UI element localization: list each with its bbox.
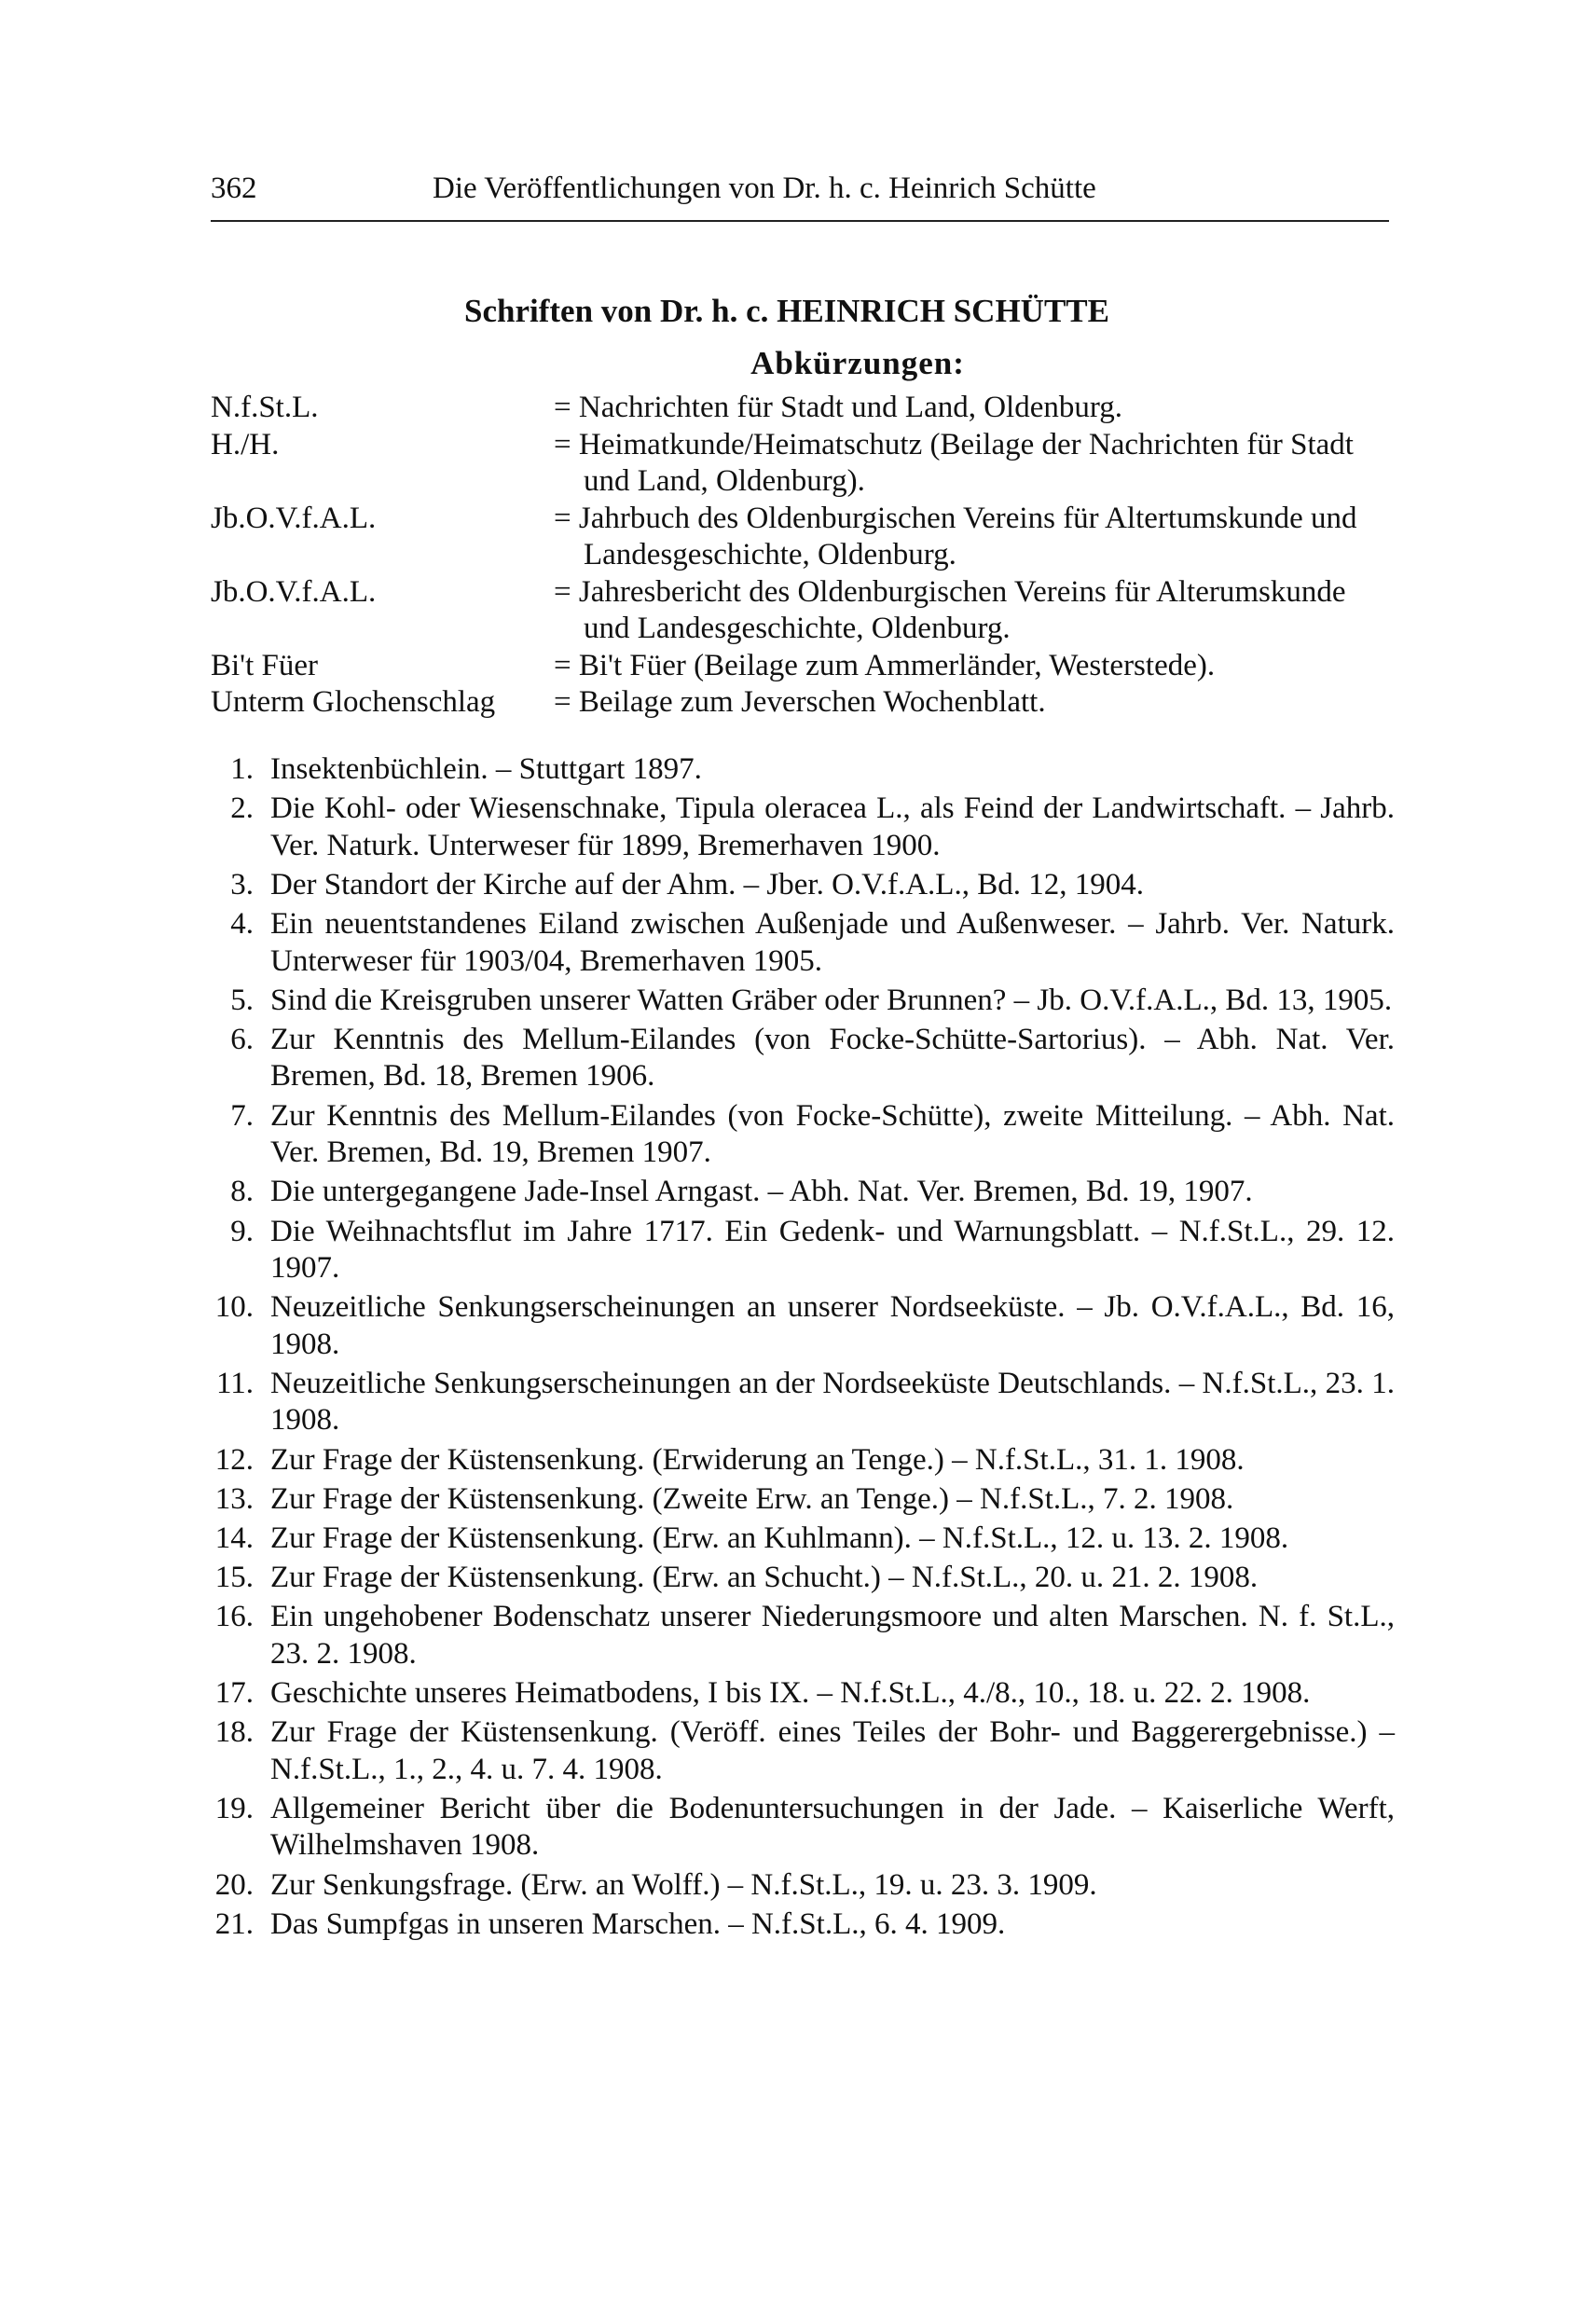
publication-entry	[211, 1289, 1395, 1363]
publication-text: Geschichte unseres Heimatbodens, I bis IX. – N.f.St.L., 4./8., 10., 18. u. 22. 2. 1908.	[270, 1676, 1311, 1710]
header-rule	[211, 220, 1389, 222]
abbreviation-definition: = Heimatkunde/Heimatschutz (Beilage der Nachrichten für Stadt und Land, Oldenburg).	[554, 427, 1354, 498]
publication-entry	[211, 1560, 1395, 1597]
publication-number: 10.	[214, 1290, 254, 1325]
publication-entry	[211, 1791, 1395, 1865]
abbreviation-key: Unterm Glochenschlag	[211, 685, 496, 719]
abbreviations-list	[211, 390, 1395, 722]
running-title: Die Veröffentlichungen von Dr. h. c. Heinrich Schütte	[433, 172, 1096, 205]
publication-entry	[211, 983, 1395, 1020]
publication-text: Zur Frage der Küstensenkung. (Erwiderung an Tenge.) – N.f.St.L., 31. 1. 1908.	[270, 1442, 1245, 1477]
abbreviation-entry	[211, 684, 1395, 722]
publication-entry	[211, 751, 1395, 789]
publication-entry	[211, 1867, 1395, 1905]
publication-number: 13.	[214, 1481, 254, 1516]
abbreviation-entry	[211, 574, 1395, 648]
abbreviation-key: Bi't Füer	[211, 648, 319, 682]
publication-text: Neuzeitliche Senkungserscheinungen an unserer Nordseeküste. – Jb. O.V.f.A.L., Bd. 16, 1908.	[270, 1290, 1395, 1361]
publication-text: Zur Senkungsfrage. (Erw. an Wolff.) – N.f.St.L., 19. u. 23. 3. 1909.	[270, 1867, 1097, 1902]
publication-text: Ein neuentstandenes Eiland zwischen Außenjade und Außenweser. – Jahrb. Ver. Naturk. Unterweser für 1903/04, Bremerhaven 1905.	[270, 907, 1395, 978]
abbreviation-definition: = Beilage zum Jeverschen Wochenblatt.	[554, 685, 1046, 719]
publication-number: 20.	[214, 1867, 254, 1902]
publication-number: 18.	[214, 1715, 254, 1750]
abbreviation-entry	[211, 648, 1395, 685]
publication-text: Zur Frage der Küstensenkung. (Veröff. eines Teiles der Bohr- und Baggerergebnisse.) – N.f.St.L., 1., 2., 4. u. 7. 4. 1908.	[270, 1715, 1395, 1786]
publication-text: Der Standort der Kirche auf der Ahm. – Jber. O.V.f.A.L., Bd. 12, 1904.	[270, 867, 1144, 901]
publication-entry	[211, 1521, 1395, 1558]
publication-number: 7.	[230, 1098, 254, 1133]
publication-number: 3.	[230, 867, 254, 901]
abbreviation-key: Jb.O.V.f.A.L.	[211, 574, 377, 609]
publication-number: 16.	[214, 1600, 254, 1634]
abbreviation-key: H./H.	[211, 427, 280, 461]
publication-number: 21.	[214, 1906, 254, 1941]
publication-text: Insektenbüchlein. – Stuttgart 1897.	[270, 752, 702, 786]
publication-number: 4.	[230, 907, 254, 942]
publication-entry	[211, 1442, 1395, 1479]
section-title-text: Schriften von Dr. h. c. HEINRICH SCHÜTTE	[464, 293, 1109, 329]
publication-entry	[211, 1098, 1395, 1172]
publication-text: Zur Frage der Küstensenkung. (Erw. an Kuhlmann). – N.f.St.L., 12. u. 13. 2. 1908.	[270, 1521, 1289, 1555]
publication-number: 11.	[215, 1366, 254, 1400]
abbreviation-entry	[211, 427, 1395, 501]
publication-text: Das Sumpfgas in unseren Marschen. – N.f.St.L., 6. 4. 1909.	[270, 1906, 1006, 1941]
abbreviation-definition: = Bi't Füer (Beilage zum Ammerländer, Westerstede).	[554, 648, 1216, 682]
publication-number: 14.	[214, 1521, 254, 1555]
publication-entry	[211, 1174, 1395, 1211]
abbreviation-definition: = Jahrbuch des Oldenburgischen Vereins für Altertumskunde und Landesgeschichte, Oldenburg.	[554, 501, 1357, 571]
publication-text: Allgemeiner Bericht über die Bodenuntersuchungen in der Jade. – Kaiserliche Werft, Wilhelmshaven 1908.	[270, 1791, 1395, 1863]
publication-number: 17.	[214, 1676, 254, 1710]
section-title	[211, 289, 1389, 334]
abbreviation-definition: = Jahresbericht des Oldenburgischen Vereins für Alterumskunde und Landesgeschichte, Oldenburg.	[554, 574, 1346, 645]
publication-text: Die Weihnachtsflut im Jahre 1717. Ein Gedenk- und Warnungsblatt. – N.f.St.L., 29. 12. 1907.	[270, 1214, 1395, 1285]
publication-text: Zur Kenntnis des Mellum-Eilandes (von Focke-Schütte-Sartorius). – Abh. Nat. Ver. Bremen, Bd. 18, Bremen 1906.	[270, 1022, 1395, 1094]
publication-number: 15.	[214, 1561, 254, 1595]
publication-text: Ein ungehobener Bodenschatz unserer Niederungsmoore und alten Marschen. N. f. St.L., 23. 2. 1908.	[270, 1600, 1395, 1671]
publication-entry	[211, 791, 1395, 864]
publication-text: Zur Frage der Küstensenkung. (Zweite Erw. an Tenge.) – N.f.St.L., 7. 2. 1908.	[270, 1481, 1234, 1516]
publication-text: Die Kohl- oder Wiesenschnake, Tipula oleracea L., als Feind der Landwirtschaft. – Jahrb. Ver. Naturk. Unterweser für 1899, Bremerhaven 1900.	[270, 791, 1395, 862]
publication-entry	[211, 1481, 1395, 1519]
publication-number: 8.	[230, 1175, 254, 1209]
running-head	[211, 166, 1389, 211]
publication-number: 19.	[214, 1791, 254, 1825]
publications-list	[211, 751, 1395, 1946]
abbreviation-key: N.f.St.L.	[211, 391, 319, 424]
publication-number: 12.	[214, 1442, 254, 1477]
publication-entry	[211, 1675, 1395, 1713]
publication-number: 5.	[230, 983, 254, 1017]
publication-number: 2.	[230, 791, 254, 826]
publication-entry	[211, 1214, 1395, 1287]
abbreviation-entry	[211, 390, 1395, 427]
abbreviations-title	[211, 341, 1389, 386]
publication-number: 9.	[230, 1214, 254, 1248]
publication-text: Zur Frage der Küstensenkung. (Erw. an Schucht.) – N.f.St.L., 20. u. 21. 2. 1908.	[270, 1561, 1259, 1595]
abbreviation-key: Jb.O.V.f.A.L.	[211, 501, 377, 535]
abbreviations-title-text: Abkürzungen:	[750, 345, 965, 381]
abbreviation-definition: = Nachrichten für Stadt und Land, Oldenburg.	[554, 391, 1123, 424]
publication-number: 6.	[230, 1022, 254, 1056]
publication-number: 1.	[230, 752, 254, 786]
page-number: 362	[211, 172, 257, 205]
publication-text: Zur Kenntnis des Mellum-Eilandes (von Focke-Schütte), zweite Mitteilung. – Abh. Nat. Ver. Bremen, Bd. 19, Bremen 1907.	[270, 1098, 1395, 1170]
publication-text: Die untergegangene Jade-Insel Arngast. – Abh. Nat. Ver. Bremen, Bd. 19, 1907.	[270, 1175, 1253, 1209]
publication-entry	[211, 1022, 1395, 1095]
publication-entry	[211, 1366, 1395, 1439]
publication-entry	[211, 906, 1395, 980]
publication-entry	[211, 1714, 1395, 1788]
publication-entry	[211, 867, 1395, 904]
abbreviation-entry	[211, 501, 1395, 574]
publication-entry	[211, 1599, 1395, 1672]
publication-text: Neuzeitliche Senkungserscheinungen an der Nordseeküste Deutschlands. – N.f.St.L., 23. 1. 1908.	[270, 1366, 1395, 1438]
publication-entry	[211, 1906, 1395, 1944]
publication-text: Sind die Kreisgruben unserer Watten Gräber oder Brunnen? – Jb. O.V.f.A.L., Bd. 13, 1905.	[270, 983, 1393, 1017]
